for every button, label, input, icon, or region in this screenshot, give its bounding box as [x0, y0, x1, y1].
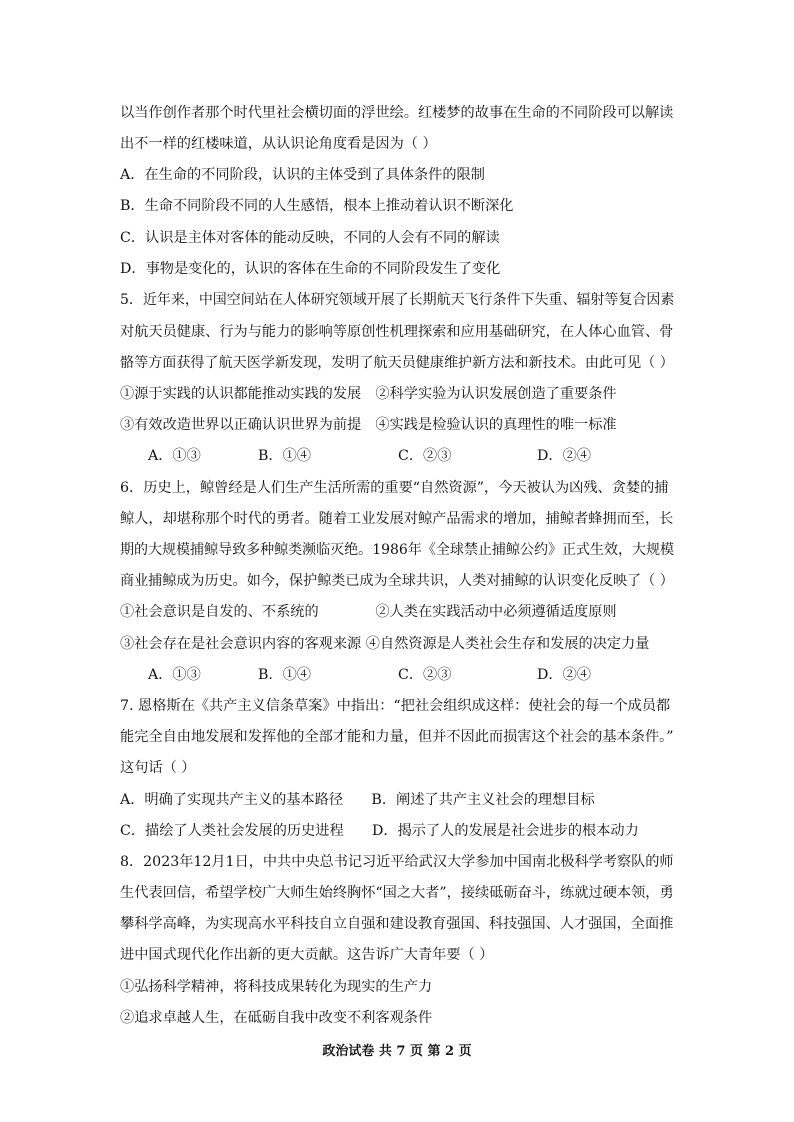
q5-option-c: C．②③ — [398, 448, 452, 464]
option-a: A．在生命的不同阶段，认识的主体受到了具体条件的限制 — [120, 167, 485, 183]
q5-option-a: A．①③ — [148, 448, 201, 464]
statement-line: ①社会意识是自发的、不系统的 ②人类在实践活动中必须遵循适度原则 — [120, 604, 617, 620]
option-d: D．事物是变化的，认识的客体在生命的不同阶段发生了变化 — [120, 261, 501, 277]
option-b: B．生命不同阶段不同的人生感悟，根本上推动着认识不断深化 — [120, 198, 514, 214]
page-footer: 政治试卷 共 7 页 第 2 页 — [322, 1044, 472, 1059]
q6-option-c: C．②③ — [398, 667, 452, 683]
question-6: 6．历史上，鲸曾经是人们生产生活所需的重要“自然资源”，今天被认为凶残、贪婪的捕 — [120, 480, 669, 496]
text-line: 以当作创作者那个时代里社会横切面的浮世绘。红楼梦的故事在生命的不同阶段可以解读 — [120, 105, 674, 121]
text-line: 能完全自由地发展和发挥他的全部才能和力量，但并不因此而损害这个社会的基本条件。” — [120, 729, 674, 745]
q5-option-d: D．②④ — [537, 448, 591, 464]
text-line: 生代表回信，希望学校广大师生始终胸怀“国之大者”，接续砥砺奋斗，练就过硬本领，勇 — [120, 885, 674, 901]
q6-option-a: A．①③ — [148, 667, 201, 683]
text-line: 期的大规模捕鲸导致多种鲸类濒临灭绝。1986年《全球禁止捕鲸公约》正式生效，大规模 — [120, 542, 675, 558]
statement-line: ①源于实践的认识都能推动实践的发展 ②科学实验为认识发展创造了重要条件 — [120, 386, 617, 402]
option-line: A．明确了实现共产主义的基本路径 B．阐述了共产主义社会的理想目标 — [120, 792, 595, 808]
text-line: 商业捕鲸成为历史。如今，保护鲸类已成为全球共识，人类对捕鲸的认识变化反映了（ ） — [120, 573, 674, 589]
option-line: C．描绘了人类社会发展的历史进程 D．揭示了人的发展是社会进步的根本动力 — [120, 823, 639, 839]
q6-option-d: D．②④ — [537, 667, 591, 683]
statement-line: ③社会存在是社会意识内容的客观来源 ④自然资源是人类社会生存和发展的决定力量 — [120, 636, 650, 652]
q6-option-b: B．①④ — [258, 667, 311, 683]
statement-line: ①弘扬科学精神，将科技成果转化为现实的生产力 — [120, 979, 433, 995]
option-c: C．认识是主体对客体的能动反映，不同的人会有不同的解读 — [120, 230, 500, 246]
question-7: 7. 恩格斯在《共产主义信条草案》中指出：“把社会组织成这样：使社会的每一个成员都 — [120, 698, 671, 714]
text-line: 出不一样的红楼味道，从认识论角度看是因为（ ） — [120, 136, 437, 152]
text-line: 攀科学高峰，为实现高水平科技自立自强和建设教育强国、科技强国、人才强国，全面推 — [120, 916, 674, 932]
question-8: 8．2023年12月1日，中共中央总书记习近平给武汉大学参加中国南北极科学考察队的师 — [120, 854, 674, 870]
statement-line: ②追求卓越人生，在砥砺自我中改变不利客观条件 — [120, 1010, 433, 1026]
question-5: 5．近年来，中国空间站在人体研究领域开展了长期航天飞行条件下失重、辐射等复合因素 — [120, 292, 675, 308]
text-line: 鲸人，却堪称那个时代的勇者。随着工业发展对鲸产品需求的增加，捕鲸者蜂拥而至，长 — [120, 511, 674, 527]
text-line: 进中国式现代化作出新的更大贡献。这告诉广大青年要（ ） — [120, 947, 494, 963]
text-line: 对航天员健康、行为与能力的影响等原创性机理探索和应用基础研究，在人体心血管、骨 — [120, 324, 674, 340]
text-line: 这句话（ ） — [120, 760, 196, 776]
text-line: 骼等方面获得了航天医学新发现，发明了航天员健康维护新方法和新技术。由此可见（ ） — [120, 355, 674, 371]
statement-line: ③有效改造世界以正确认识世界为前提 ④实践是检验认识的真理性的唯一标准 — [120, 417, 617, 433]
q5-option-b: B．①④ — [258, 448, 311, 464]
